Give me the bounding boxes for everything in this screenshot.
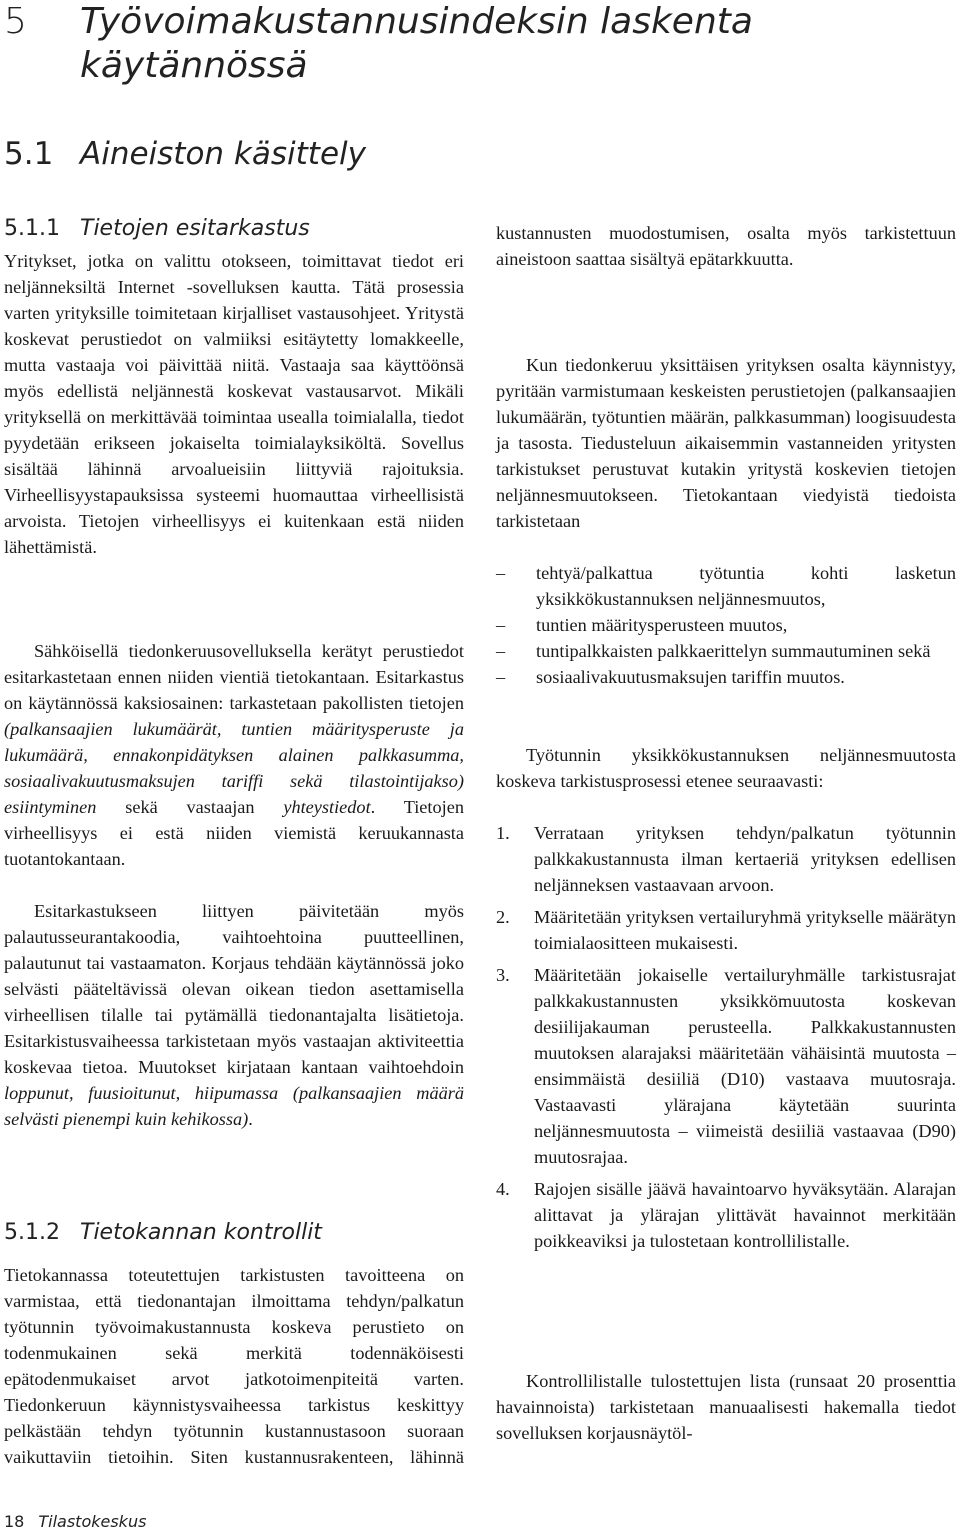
step-number: 4.	[496, 1179, 510, 1199]
paragraph-512-4: Kontrollilistalle tulostettujen lista (runsaat 20 prosenttia havainnoista) tarkistetaan manuaalisesti hakemalla tiedot sovelluksen korjausnäytöl-	[496, 1371, 956, 1443]
list-item: – sosiaalivakuutusmaksujen tariffin muutos.	[496, 664, 956, 690]
step-text: Määritetään yrityksen vertailuryhmä yritykselle määrätyn toimialaositteen mukaisesti.	[534, 907, 956, 953]
paragraph-511-3	[4, 898, 464, 1132]
italic-run: loppunut, fuusioitunut, hiipumassa (palkansaajien määrä selvästi pienempi kuin kehikossa)	[4, 1083, 464, 1129]
italic-run: yhteystiedot	[283, 797, 371, 817]
subsection-heading-511	[4, 214, 310, 244]
step-number: 2.	[496, 907, 510, 927]
paragraph-511-2	[4, 638, 464, 872]
chapter-title-line2: käytännössä	[80, 45, 308, 86]
process-steps	[496, 820, 956, 1260]
chapter-number: 5	[4, 1, 27, 42]
paragraph-512-1-left: Tietokannassa toteutettujen tarkistusten tavoitteena on varmistaa, että tiedonantajan ilmoittama tehdyn/palkatun työtunnin työvoimakustannusta koskeva perustieto on todenmukainen sekä merkitä todennäköisesti epätodenmukaiset arvot jatkotoimenpiteitä varten. Tiedonkeruun käynnistysvaiheessa tarkistus keskittyy pelkästään tehdyn työtunnin kustannustasoon suoraan vaikuttaviin tietoihin. Siten kustannusrakenteen, lähinnä	[4, 1265, 464, 1467]
text-run: Sähköisellä tiedonkeruusovelluksella kerätyt perustiedot esitarkastetaan ennen niiden vientiä tietokantaan. Esitarkastus on käytännössä kaksiosainen: tarkastetaan pakollisten tietojen	[4, 641, 464, 713]
list-item: – tuntien määritysperusteen muutos,	[496, 612, 956, 638]
paragraph-511-1: Yritykset, jotka on valittu otokseen, toimittavat tiedot eri neljänneksiltä Internet -sovelluksen kautta. Tätä prosessia varten yrityksille toimitetaan kirjalliset vastausohjeet. Yritystä koskevat perustiedot on valmiiksi esitäytetty lomakkeelle, mutta vastaaja voi päivittää niitä. Vastaaja saa käyttöönsä myös edellistä neljännestä koskevat vastausarvot. Mikäli yrityksellä on merkittävää toimintaa usealla toimialalla, tiedot pyydetään erikseen jokaiselta toimialayksiköltä. Sovellus sisältää lähinnä arvoalueisiin liittyviä rajoituksia. Virheellisyystapauksissa systeemi huomauttaa virheellisistä arvoista. Tietojen virheellisyys ei kuitenkaan estä niiden lähettämistä.	[4, 251, 464, 557]
page-number: 18	[4, 1512, 25, 1531]
list-item: – tehtyä/palkattua työtuntia kohti lasketun yksikkökustannuksen neljännesmuutos,	[496, 560, 956, 612]
text-run: .	[248, 1109, 253, 1129]
list-item	[496, 962, 956, 1170]
section-heading	[4, 134, 366, 174]
subsection-heading-512	[4, 1218, 322, 1248]
paragraph-512-1-right	[496, 220, 956, 350]
page-footer	[4, 1512, 146, 1531]
step-text: Verrataan yrityksen tehdyn/palkatun työtunnin palkkakustannusta ilman kertaeriä yrityksen edellisen neljänneksen vastaavaan arvoon.	[534, 823, 956, 895]
paragraph-continuation: kustannusten muodostumisen, osalta myös tarkistettuun aineistoon saattaa sisältyä epätarkkuutta.	[496, 223, 956, 269]
list-item	[496, 1176, 956, 1254]
step-text: Määritetään jokaiselle vertailuryhmälle tarkistusrajat palkkakustannusten yksikkömuutosta koskevan desiilijakauman perusteella. Palkkakustannusten muutoksen alarajaksi määritetään vähäisintä muutosta – ensimmäistä desiiliä (D10) vastaava muutosraja. Vastaavasti ylärajana käytetään suurinta neljännesmuutosta – viimeistä desiiliä vastaavaa (D90) muutosrajaa.	[534, 965, 956, 1167]
step-text: Rajojen sisälle jäävä havaintoarvo hyväksytään. Alarajan alittavat ja ylärajan ylittävät havainnot merkitään poikkeaviksi ja tulostetaan kontrollilistalle.	[534, 1179, 956, 1251]
subsection-number: 5.1.2	[4, 1220, 60, 1245]
list-item	[496, 820, 956, 898]
list-item	[496, 904, 956, 956]
chapter-title-line1: Työvoimakustannusindeksin laskenta	[80, 1, 753, 42]
section-number: 5.1	[4, 136, 54, 172]
paragraph-512-3: Työtunnin yksikkökustannuksen neljännesmuutosta koskeva tarkistusprosessi etenee seuraavasti:	[496, 745, 956, 791]
section-title: Aineiston käsittely	[80, 136, 366, 172]
list-item: – tuntipalkkaisten palkkaerittelyn summautuminen sekä	[496, 638, 956, 664]
step-number: 3.	[496, 965, 510, 985]
check-list	[496, 560, 956, 690]
text-run: . Tietojen virheellisyys ei estä niiden viemistä keruukannasta tuotantokantaan.	[4, 797, 464, 869]
paragraph-512-2: Kun tiedonkeruu yksittäisen yrityksen osalta käynnistyy, pyritään varmistumaan keskeisten perustietojen (palkansaajien lukumäärän, työtuntien määrän, palkkasumman) loogisuudesta ja tasosta. Tiedusteluun aikaisemmin vastanneiden yritysten tarkistukset perustuvat kutakin yritystä koskevien tietojen neljännesmuutokseen. Tietokantaan viedyistä tiedoista tarkistetaan	[496, 355, 956, 531]
text-run: sekä vastaajan	[96, 797, 284, 817]
subsection-number: 5.1.1	[4, 216, 60, 241]
italic-run: (palkansaajien lukumäärät, tuntien määritysperuste ja lukumäärä, ennakonpidätyksen alainen palkkasumma, sosiaalivakuutusmaksujen tariffi sekä tilastointijakso) esiintyminen	[4, 719, 464, 817]
subsection-title: Tietokannan kontrollit	[80, 1220, 322, 1245]
text-run: Esitarkastukseen liittyen päivitetään myös palautusseurantakoodia, vaihtoehtoina puutteellinen, palautunut tai vastaamaton. Korjaus tehdään käytännössä joko selvästi pääteltävissä olevan oikean tiedon asettamisella virheellisen tilalle tai pytämällä tiedonantajalta lisätietoja. Esitarkistusvaiheessa tarkistetaan myös vastaajan aktiviteettia koskevaa tietoa. Muutokset kirjataan kantaan vaihtoehdoin	[4, 901, 464, 1077]
publisher-name: Tilastokeskus	[38, 1512, 147, 1531]
chapter-heading	[4, 0, 904, 88]
subsection-title: Tietojen esitarkastus	[80, 216, 310, 241]
step-number: 1.	[496, 823, 510, 843]
